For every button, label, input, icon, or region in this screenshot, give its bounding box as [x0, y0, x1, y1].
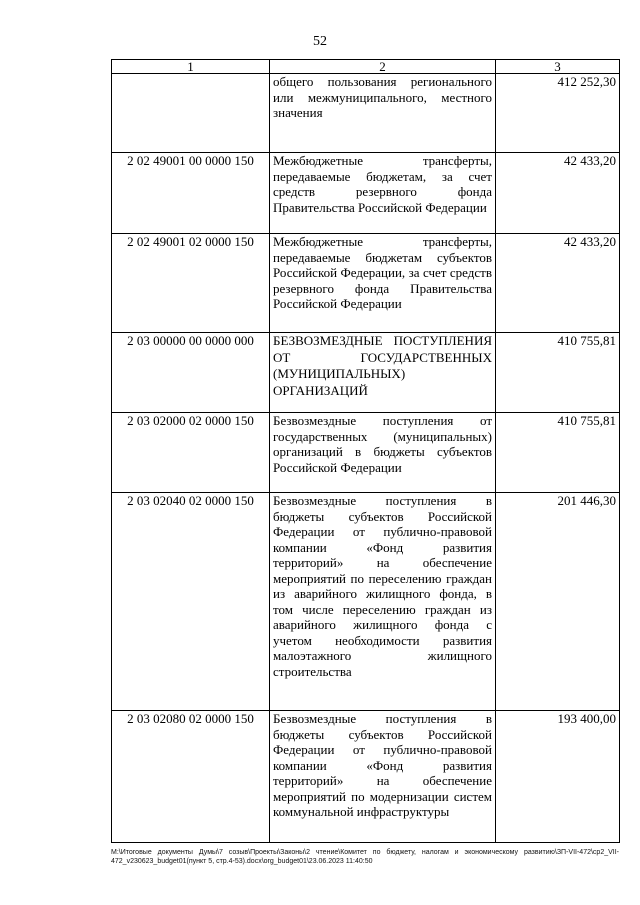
row-amount: 201 446,30: [496, 493, 620, 711]
row-amount: 42 433,20: [496, 234, 620, 333]
table-row: [112, 413, 620, 493]
table-header-row: [112, 60, 620, 74]
row-code: 2 03 02040 02 0000 150: [112, 493, 270, 711]
table-row: [112, 234, 620, 333]
row-name: БЕЗВОЗМЕЗДНЫЕ ПОСТУПЛЕНИЯ ОТ ГОСУДАРСТВЕННЫХ (МУНИЦИПАЛЬНЫХ) ОРГАНИЗАЦИЙ: [270, 333, 496, 413]
row-name: Межбюджетные трансферты, передаваемые бюджетам, за счет средств резервного фонда Правительства Российской Федерации: [270, 153, 496, 234]
row-code: [112, 74, 270, 153]
table-row: [112, 153, 620, 234]
table-row: [112, 74, 620, 153]
row-code: 2 02 49001 02 0000 150: [112, 234, 270, 333]
document-footer-path: M:\Итоговые документы Думы\7 созыв\Проекты\Законы\2 чтение\Комитет по бюджету, налогам и экономическому развитию\ЗП-VII-472\ср2_VII-472_v230623_budget01(пункт 5, стр.4-53).docx\org_budget01\23.06.2023 11:40:50: [111, 849, 619, 865]
table-row: [112, 493, 620, 711]
row-name: общего пользования регионального или межмуниципального, местного значения: [270, 74, 496, 153]
page-number: 52: [313, 34, 327, 49]
budget-table: [111, 59, 620, 843]
row-amount: 410 755,81: [496, 333, 620, 413]
column-header-1: 1: [112, 60, 270, 74]
row-name: Безвозмездные поступления от государственных (муниципальных) организаций в бюджеты субъектов Российской Федерации: [270, 413, 496, 493]
row-code: 2 03 02000 02 0000 150: [112, 413, 270, 493]
row-amount: 42 433,20: [496, 153, 620, 234]
row-amount: 412 252,30: [496, 74, 620, 153]
row-name: Безвозмездные поступления в бюджеты субъектов Российской Федерации от публично-правовой компании «Фонд развития территорий» на обеспечение мероприятий по переселению граждан из аварийного жилищного фонда, в том числе переселению граждан из аварийного жилищного фонда с учетом необходимости развития малоэтажного жилищного строительства: [270, 493, 496, 711]
row-amount: 410 755,81: [496, 413, 620, 493]
table-row: [112, 333, 620, 413]
row-code: 2 03 00000 00 0000 000: [112, 333, 270, 413]
column-header-3: 3: [496, 60, 620, 74]
row-name: Безвозмездные поступления в бюджеты субъектов Российской Федерации от публично-правовой компании «Фонд развития территорий» на обеспечение мероприятий по модернизации систем коммунальной инфраструктуры: [270, 711, 496, 843]
row-amount: 193 400,00: [496, 711, 620, 843]
row-code: 2 02 49001 00 0000 150: [112, 153, 270, 234]
row-name: Межбюджетные трансферты, передаваемые бюджетам субъектов Российской Федерации, за счет средств резервного фонда Правительства Российской Федерации: [270, 234, 496, 333]
column-header-2: 2: [270, 60, 496, 74]
table-row: [112, 711, 620, 843]
row-code: 2 03 02080 02 0000 150: [112, 711, 270, 843]
